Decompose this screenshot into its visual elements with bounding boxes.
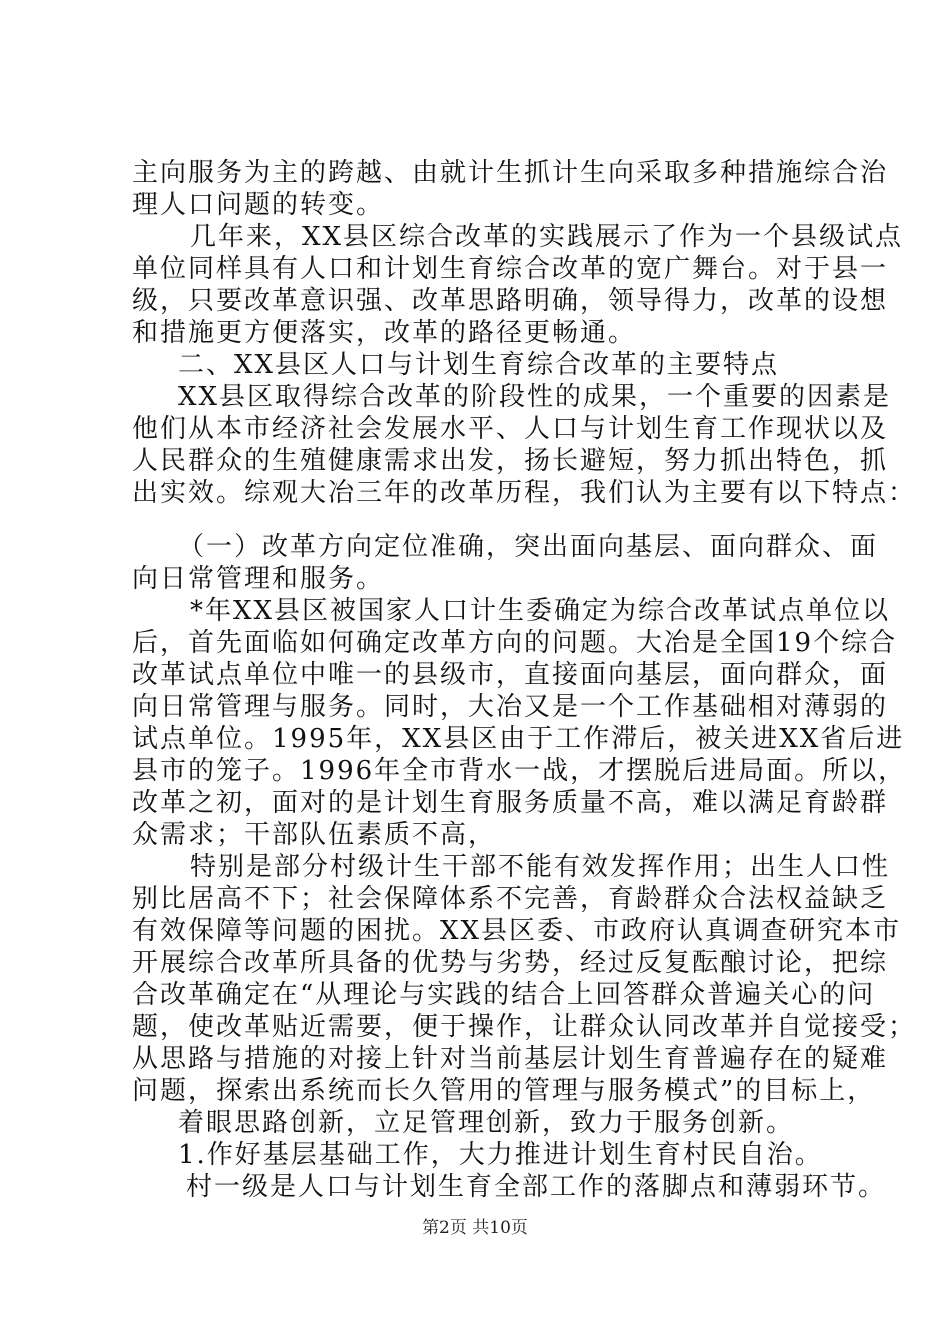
- body-text-line: 合改革确定在“从理论与实践的结合上回答群众普遍关心的问: [132, 980, 876, 1010]
- body-text-line: XX县区取得综合改革的阶段性的成果，一个重要的因素是: [178, 382, 892, 412]
- body-text-line: 几年来，XX县区综合改革的实践展示了作为一个县级试点: [190, 222, 904, 252]
- body-text-line: 特别是部分村级计生干部不能有效发挥作用；出生人口性: [190, 852, 891, 882]
- body-text-line: 试点单位。1995年，XX县区由于工作滞后，被关进XX省后进: [132, 724, 905, 754]
- body-text-line: 题，使改革贴近需要，便于操作，让群众认同改革并自觉接受；: [132, 1012, 917, 1042]
- body-text-line: 他们从本市经济社会发展水平、人口与计划生育工作现状以及: [132, 414, 889, 444]
- body-text-line: 和措施更方便落实，改革的路径更畅通。: [132, 318, 637, 348]
- body-text-line: 主向服务为主的跨越、由就计生抓计生向采取多种措施综合治: [132, 158, 889, 188]
- body-text-line: 县市的笼子。1996年全市背水一战，才摆脱后进局面。所以，: [132, 756, 907, 786]
- page-number-footer: 第2页 共10页: [422, 1218, 528, 1238]
- body-text-line: 开展综合改革所具备的优势与劣势，经过反复酝酿讨论，把综: [132, 948, 889, 978]
- body-text-line: 改革试点单位中唯一的县级市，直接面向基层，面向群众，面: [132, 660, 889, 690]
- body-text-line: 出实效。综观大冶三年的改革历程，我们认为主要有以下特点：: [132, 478, 917, 508]
- body-text-line: 人民群众的生殖健康需求出发，扬长避短，努力抓出特色，抓: [132, 446, 889, 476]
- body-text-line: 着眼思路创新，立足管理创新，致力于服务创新。: [178, 1108, 795, 1138]
- body-text-line: 向日常管理与服务。同时，大冶又是一个工作基础相对薄弱的: [132, 692, 889, 722]
- body-text-line: 众需求；干部队伍素质不高，: [132, 820, 497, 850]
- body-text-line: 理人口问题的转变。: [132, 190, 385, 220]
- body-text-line: 单位同样具有人口和计划生育综合改革的宽广舞台。对于县一: [132, 254, 889, 284]
- body-text-line: 级，只要改革意识强、改革思路明确，领导得力，改革的设想: [132, 286, 889, 316]
- body-text-line: 问题，探索出系统而长久管用的管理与服务模式”的目标上，: [132, 1076, 876, 1106]
- section-heading: 二、XX县区人口与计划生育综合改革的主要特点: [178, 350, 780, 380]
- subsection-heading: （一）改革方向定位准确，突出面向基层、面向群众、面: [178, 532, 879, 562]
- body-text-line: 改革之初，面对的是计划生育服务质量不高，难以满足育龄群: [132, 788, 889, 818]
- body-text-line: 从思路与措施的对接上针对当前基层计划生育普遍存在的疑难: [132, 1044, 889, 1074]
- body-text-line: *年XX县区被国家人口计生委确定为综合改革试点单位以: [190, 596, 891, 626]
- body-text-line: 别比居高不下；社会保障体系不完善，育龄群众合法权益缺乏: [132, 884, 889, 914]
- body-text-line: 村一级是人口与计划生育全部工作的落脚点和薄弱环节。: [186, 1172, 887, 1202]
- body-text-line: 1.作好基层基础工作，大力推进计划生育村民自治。: [178, 1140, 823, 1170]
- body-text-line: 有效保障等问题的困扰。XX县区委、市政府认真调查研究本市: [132, 916, 902, 946]
- body-text-line: 后，首先面临如何确定改革方向的问题。大冶是全国19个综合: [132, 628, 898, 658]
- subsection-heading: 向日常管理和服务。: [132, 564, 385, 594]
